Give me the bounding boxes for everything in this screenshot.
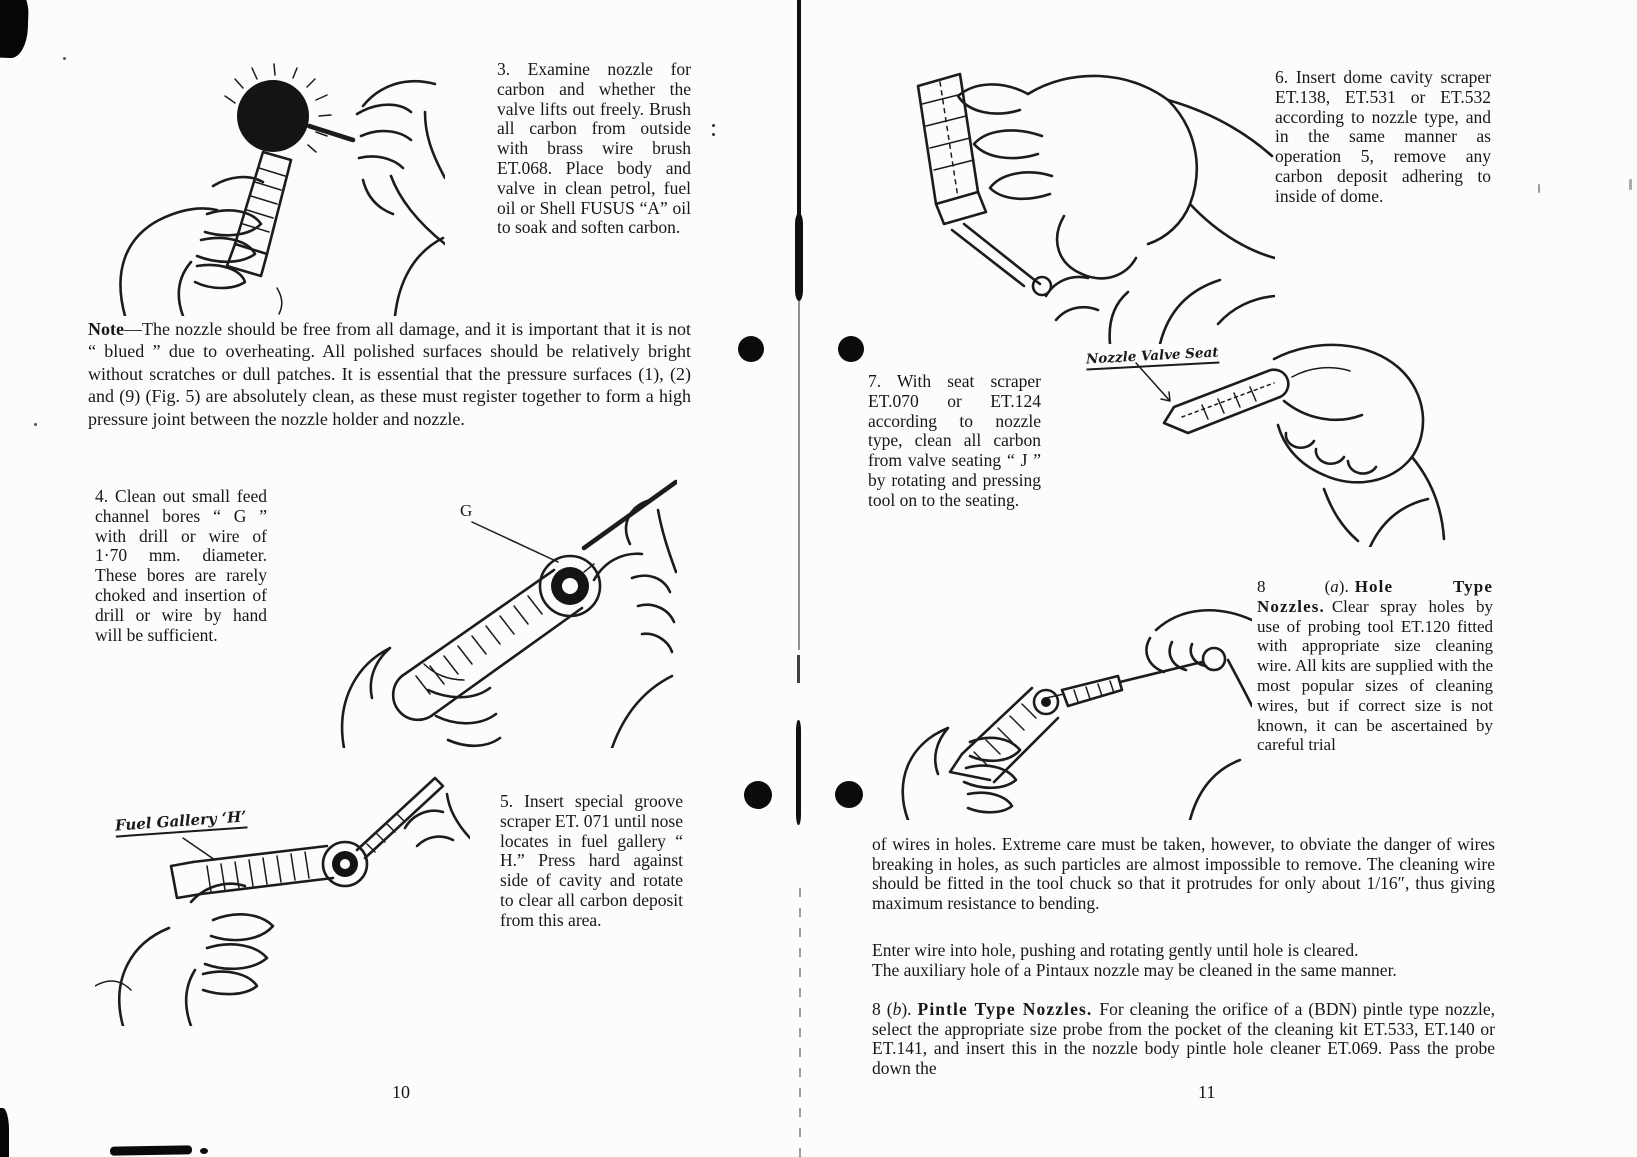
scan-speck	[1538, 184, 1540, 193]
punch-hole-dot	[738, 336, 764, 362]
punch-hole-dot	[838, 336, 864, 362]
figure-drill-feed-bore	[332, 452, 677, 748]
scan-bottom-speck	[200, 1148, 208, 1154]
step-5-paragraph: 5. Insert special groove scraper ET. 071 until nose locates in fuel gallery “ H.” Press hard against side of cavity and rotate to clear all carbon deposit from this area.	[500, 791, 683, 930]
figure-probing-tool	[850, 586, 1252, 820]
punch-hole-dot	[835, 781, 863, 808]
scan-bottom-streak	[110, 1145, 192, 1155]
figure-seat-scraper	[1078, 285, 1450, 547]
scan-speck	[712, 133, 715, 136]
step-8a-title: Hole Type Nozzles.	[1257, 577, 1493, 616]
page-number-right: 11	[1198, 1082, 1216, 1102]
step-8b-title: Pintle Type Nozzles.	[917, 999, 1093, 1019]
scan-speck	[712, 124, 715, 127]
step-8b-body: For cleaning the orifice of a (BDN) pintle type nozzle, select the appropriate size probe from the pocket of the cleaning kit ET.533, ET.140 or ET.141, and insert this in the nozzle body pintle hole cleaner ET.069. Pass the probe down the	[872, 999, 1495, 1078]
enter-wire-line: Enter wire into hole, pushing and rotating gently until hole is cleared.	[872, 940, 1359, 960]
feed-bore-g-label: G	[460, 501, 473, 520]
page-number-left: 10	[392, 1082, 410, 1102]
step-8a-paragraph	[1257, 577, 1493, 755]
scan-speck	[1629, 179, 1632, 190]
scan-corner-blemish	[0, 0, 29, 59]
scan-edge-blemish	[0, 1108, 9, 1157]
note-paragraph	[88, 318, 691, 430]
note-text: —The nozzle should be free from all damage, and it is important that it is not “ blued ” due to overheating. All polished surfaces should be relatively bright without scratches or dull patches. It is essential that the pressure surfaces (1), (2) and (9) (Fig. 5) are absolutely clean, as these must register together to form a high pressure joint between the nozzle holder and nozzle.	[88, 319, 691, 429]
figure-brush-nozzle	[95, 48, 445, 316]
nozzle-valve-seat-label: Nozzle Valve Seat	[1086, 345, 1219, 371]
step-4-paragraph: 4. Clean out small feed channel bores “ G ” with drill or wire of 1·70 mm. diameter. These bores are rarely choked and insertion of drill or wire by hand will be sufficient.	[95, 486, 267, 645]
step-8b-prefix: 8 (b).	[872, 999, 912, 1019]
auxiliary-hole-line: The auxiliary hole of a Pintaux nozzle may be cleaned in the same manner.	[872, 960, 1397, 980]
figure-groove-scraper	[95, 742, 470, 1026]
step-7-paragraph: 7. With seat scraper ET.070 or ET.124 according to nozzle type, clean all carbon from valve seating “ J ” by rotating and pressing tool on to the seating.	[868, 371, 1041, 510]
punch-hole-dot	[744, 781, 772, 809]
scan-speck	[34, 423, 37, 426]
note-label: Note	[88, 319, 124, 339]
step-6-paragraph: 6. Insert dome cavity scraper ET.138, ET.531 or ET.532 according to nozzle type, and in the same manner as operation 5, remove any carbon deposit adhering to inside of dome.	[1275, 67, 1491, 206]
fuel-gallery-label: Fuel Gallery ‘H’	[114, 807, 247, 837]
step-3-paragraph: 3. Examine nozzle for carbon and whether the valve lifts out freely. Brush all carbon from outside with brass wire brush ET.068. Place body and valve in clean petrol, fuel oil or Shell FUSUS “A” oil to soak and soften carbon.	[497, 59, 691, 238]
step-8a-body: Clear spray holes by use of probing tool ET.120 fitted with appropriate size cleaning wire. All kits are supplied with the most popular sizes of cleaning wires, but if correct size is not known, it can be ascertained by careful trial	[1257, 596, 1493, 755]
scan-speck	[63, 57, 66, 60]
step-8a-prefix: 8 (a).	[1257, 577, 1349, 596]
step-8b-paragraph	[872, 1000, 1495, 1078]
step-8a-continuation: of wires in holes. Extreme care must be taken, however, to obviate the danger of wires breaking in holes, as such particles are almost impossible to remove. The cleaning wire should be fitted in the tool chuck so that it protrudes for only about 1/16″, thus giving maximum resistance to bending.	[872, 834, 1495, 913]
